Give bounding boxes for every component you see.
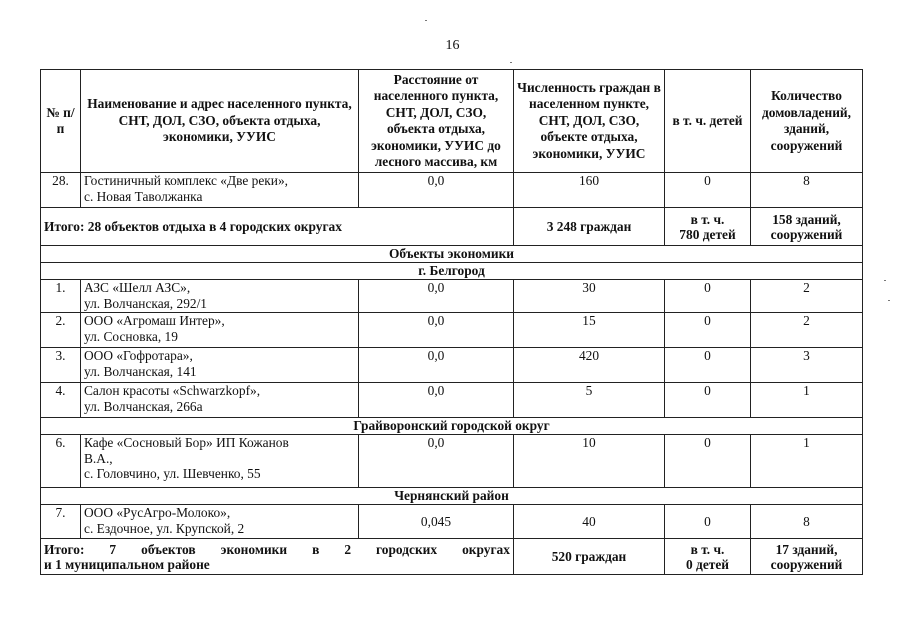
cell-num: 6. [41,435,81,488]
cell-households: 1 [751,383,863,418]
cell-distance: 0,0 [359,348,514,383]
cell-num: 1. [41,280,81,313]
name-line: Салон красоты «Schwarzkopf», [84,383,261,398]
table-row [41,173,863,208]
table-row [41,435,863,488]
cell-distance: 0,0 [359,280,514,313]
total-children [665,208,751,246]
scan-speck [425,20,427,21]
total-label-word: экономики [220,541,288,557]
cell-name [81,280,359,313]
total-households-line: сооружений [770,556,843,572]
name-line: ул. Волчанская, 266а [84,398,203,414]
cell-name [81,348,359,383]
total-children-line: 780 детей [679,226,736,242]
table-header-row [41,70,863,173]
total-label-word: Итого: [44,541,85,557]
total-label-word: 2 [344,541,352,557]
name-line: ООО «Агромаш Интер», [84,313,225,328]
name-line: Кафе «Сосновый Бор» ИП Кожанов [84,435,289,450]
cell-households: 2 [751,280,863,313]
cell-name [81,313,359,348]
cell-name [81,383,359,418]
section-row [41,488,863,505]
total-row [41,539,863,575]
total-households-line: 158 зданий, [772,211,841,227]
total-children [665,539,751,575]
cell-households: 8 [751,505,863,539]
total-children-line: в т. ч. [690,541,725,557]
name-line: с. Ездочное, ул. Крупской, 2 [84,520,245,536]
cell-population: 15 [514,313,665,348]
cell-population: 5 [514,383,665,418]
total-label-word: городских [376,541,438,557]
scan-speck [510,62,512,63]
section-row [41,263,863,280]
cell-population: 10 [514,435,665,488]
name-line: с. Головчино, ул. Шевченко, 55 [84,466,261,481]
total-children-line: 0 детей [686,556,729,572]
total-households-line: сооружений [770,226,843,242]
section-title: Грайворонский городской округ [41,418,863,435]
cell-children: 0 [665,505,751,539]
cell-children: 0 [665,173,751,208]
name-line: ул. Волчанская, 141 [84,363,197,379]
cell-distance: 0,0 [359,383,514,418]
cell-children: 0 [665,280,751,313]
total-households [751,539,863,575]
section-row [41,418,863,435]
cell-children: 0 [665,348,751,383]
header-num: № п/п [41,70,81,173]
cell-children: 0 [665,383,751,418]
page-number: 16 [445,38,460,53]
total-children-line: в т. ч. [690,211,725,227]
total-label-line1 [44,542,510,557]
table-row [41,313,863,348]
total-label-word: округах [462,541,510,557]
name-line: ул. Сосновка, 19 [84,328,178,344]
total-households [751,208,863,246]
total-row [41,208,863,246]
table-row [41,505,863,539]
total-label-line2: и 1 муниципальном районе [44,556,210,572]
section-title: Чернянский район [41,488,863,505]
cell-population: 40 [514,505,665,539]
cell-name [81,435,359,488]
cell-num: 4. [41,383,81,418]
cell-num: 7. [41,505,81,539]
section-row [41,246,863,263]
name-line: В.А., [84,450,113,466]
name-line: ООО «Гофротара», [84,348,193,363]
cell-distance: 0,0 [359,173,514,208]
name-line: ООО «РусАгро-Молоко», [84,505,231,520]
header-children: в т. ч. детей [665,70,751,173]
total-label-word: в [312,541,320,557]
cell-name [81,505,359,539]
scan-speck [888,300,890,301]
name-line: АЗС «Шелл АЗС», [84,280,191,295]
total-label [41,539,514,575]
scan-speck [884,280,886,281]
cell-population: 160 [514,173,665,208]
total-label-word: 7 [109,541,117,557]
cell-num: 28. [41,173,81,208]
header-population: Численность граждан в населенном пункте, СНТ, ДОЛ, СЗО, объекте отдыха, экономики, УУИС [514,70,665,173]
name-line: с. Новая Таволжанка [84,188,203,204]
name-line: ул. Волчанская, 292/1 [84,295,208,311]
total-population: 520 граждан [514,539,665,575]
cell-num: 2. [41,313,81,348]
cell-children: 0 [665,435,751,488]
cell-distance: 0,0 [359,435,514,488]
data-table [40,69,863,575]
header-households: Количество домовладений, зданий, сооружений [751,70,863,173]
total-label: Итого: 28 объектов отдыха в 4 городских округах [41,208,514,246]
cell-num: 3. [41,348,81,383]
cell-population: 30 [514,280,665,313]
table-row [41,383,863,418]
cell-population: 420 [514,348,665,383]
table-row [41,280,863,313]
table-row [41,348,863,383]
total-label-word: объектов [141,541,196,557]
cell-households: 3 [751,348,863,383]
section-title: Объекты экономики [41,246,863,263]
cell-households: 2 [751,313,863,348]
section-title: г. Белгород [41,263,863,280]
cell-households: 1 [751,435,863,488]
header-name: Наименование и адрес населенного пункта, СНТ, ДОЛ, СЗО, объекта отдыха, экономики, УУИС [81,70,359,173]
name-line: Гостиничный комплекс «Две реки», [84,173,289,188]
cell-distance: 0,045 [359,505,514,539]
cell-distance: 0,0 [359,313,514,348]
cell-name [81,173,359,208]
total-population: 3 248 граждан [514,208,665,246]
cell-households: 8 [751,173,863,208]
header-distance: Расстояние от населенного пункта, СНТ, ДОЛ, СЗО, объекта отдыха, экономики, УУИС до лесного массива, км [359,70,514,173]
cell-children: 0 [665,313,751,348]
total-households-line: 17 зданий, [775,541,838,557]
